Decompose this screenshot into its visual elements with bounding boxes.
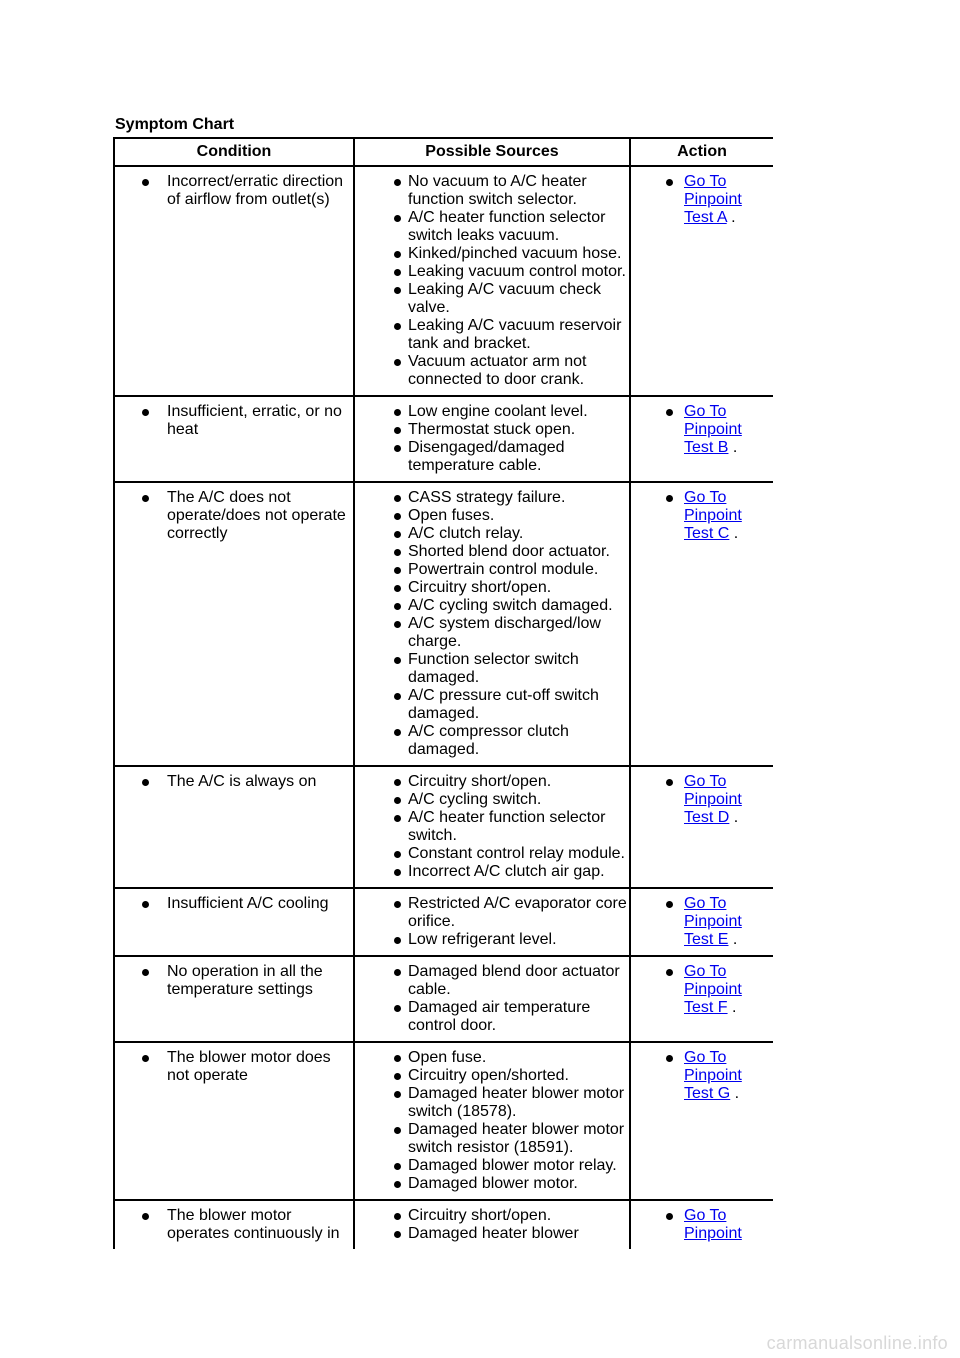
condition-text: Incorrect/erratic direction of airflow from outlet(s) bbox=[115, 173, 353, 209]
period: . bbox=[729, 809, 739, 826]
source-item: Kinked/pinched vacuum hose. bbox=[355, 245, 629, 263]
table-row bbox=[114, 1200, 773, 1249]
source-item: A/C system discharged/low charge. bbox=[355, 615, 629, 651]
source-item: A/C cycling switch damaged. bbox=[355, 597, 629, 615]
source-item: Function selector switch damaged. bbox=[355, 651, 629, 687]
possible-sources-cell bbox=[354, 482, 630, 766]
possible-sources-cell bbox=[354, 766, 630, 888]
source-item: Low engine coolant level. bbox=[355, 403, 629, 421]
possible-sources-cell bbox=[354, 1042, 630, 1200]
condition-text: The blower motor does not operate bbox=[115, 1049, 353, 1085]
possible-sources-cell bbox=[354, 1200, 630, 1249]
condition-cell bbox=[114, 166, 354, 396]
table-row bbox=[114, 166, 773, 396]
table-row bbox=[114, 888, 773, 956]
source-item: Constant control relay module. bbox=[355, 845, 629, 863]
action-item bbox=[631, 895, 773, 949]
source-item: Leaking A/C vacuum check valve. bbox=[355, 281, 629, 317]
action-item bbox=[631, 1049, 773, 1103]
source-item: A/C heater function selector switch leaks vacuum. bbox=[355, 209, 629, 245]
action-item bbox=[631, 1207, 773, 1243]
source-item: CASS strategy failure. bbox=[355, 489, 629, 507]
source-item: Incorrect A/C clutch air gap. bbox=[355, 863, 629, 881]
period: . bbox=[728, 439, 738, 456]
possible-sources-cell bbox=[354, 888, 630, 956]
pinpoint-test-link[interactable]: Go To Pinpoint Test B bbox=[684, 403, 742, 456]
table-row bbox=[114, 1042, 773, 1200]
source-item: No vacuum to A/C heater function switch selector. bbox=[355, 173, 629, 209]
symptom-table-frame bbox=[113, 137, 773, 1267]
source-item: Damaged air temperature control door. bbox=[355, 999, 629, 1035]
chart-title: Symptom Chart bbox=[115, 116, 235, 133]
source-item: Damaged heater blower motor switch resistor (18591). bbox=[355, 1121, 629, 1157]
action-cell bbox=[630, 1042, 773, 1200]
source-item: Low refrigerant level. bbox=[355, 931, 629, 949]
condition-cell bbox=[114, 1042, 354, 1200]
action-cell bbox=[630, 888, 773, 956]
condition-text: No operation in all the temperature settings bbox=[115, 963, 353, 999]
action-cell bbox=[630, 766, 773, 888]
source-item: Damaged heater blower motor switch (18578). bbox=[355, 1085, 629, 1121]
table-row bbox=[114, 482, 773, 766]
pinpoint-test-link[interactable]: Go To Pinpoint Test D bbox=[684, 773, 742, 826]
source-item: Damaged blower motor. bbox=[355, 1175, 629, 1193]
condition-cell bbox=[114, 766, 354, 888]
condition-text: The A/C does not operate/does not operate correctly bbox=[115, 489, 353, 543]
condition-cell bbox=[114, 482, 354, 766]
source-item: Damaged blend door actuator cable. bbox=[355, 963, 629, 999]
pinpoint-test-link[interactable]: Go To Pinpoint bbox=[684, 1207, 742, 1242]
source-item: A/C heater function selector switch. bbox=[355, 809, 629, 845]
source-item: A/C cycling switch. bbox=[355, 791, 629, 809]
header-possible-sources: Possible Sources bbox=[354, 138, 630, 166]
action-item bbox=[631, 773, 773, 827]
source-item: Disengaged/damaged temperature cable. bbox=[355, 439, 629, 475]
action-item bbox=[631, 173, 773, 227]
condition-cell bbox=[114, 956, 354, 1042]
action-item bbox=[631, 963, 773, 1017]
source-item: Shorted blend door actuator. bbox=[355, 543, 629, 561]
action-cell bbox=[630, 482, 773, 766]
action-cell bbox=[630, 956, 773, 1042]
possible-sources-cell bbox=[354, 956, 630, 1042]
condition-cell bbox=[114, 396, 354, 482]
possible-sources-cell bbox=[354, 396, 630, 482]
action-item bbox=[631, 489, 773, 543]
pinpoint-test-link[interactable]: Go To Pinpoint Test G bbox=[684, 1049, 742, 1102]
condition-text: The A/C is always on bbox=[115, 773, 353, 791]
source-item: Open fuse. bbox=[355, 1049, 629, 1067]
period: . bbox=[728, 931, 738, 948]
source-item: Powertrain control module. bbox=[355, 561, 629, 579]
source-item: Circuitry short/open. bbox=[355, 773, 629, 791]
table-header-row bbox=[114, 138, 773, 166]
period: . bbox=[730, 1085, 740, 1102]
watermark-footer: carmanualsonline.info bbox=[766, 1333, 948, 1353]
table-row bbox=[114, 956, 773, 1042]
source-item: Leaking A/C vacuum reservoir tank and bracket. bbox=[355, 317, 629, 353]
pinpoint-test-link[interactable]: Go To Pinpoint Test E bbox=[684, 895, 742, 948]
pinpoint-test-link[interactable]: Go To Pinpoint Test C bbox=[684, 489, 742, 542]
table-row bbox=[114, 766, 773, 888]
source-item: Circuitry short/open. bbox=[355, 579, 629, 597]
action-item bbox=[631, 403, 773, 457]
condition-text: Insufficient A/C cooling bbox=[115, 895, 353, 913]
action-cell bbox=[630, 1200, 773, 1249]
source-item: A/C clutch relay. bbox=[355, 525, 629, 543]
source-item: Circuitry short/open. bbox=[355, 1207, 629, 1225]
source-item: Damaged blower motor relay. bbox=[355, 1157, 629, 1175]
source-item: Damaged heater blower bbox=[355, 1225, 629, 1243]
period: . bbox=[726, 209, 736, 226]
condition-text: Insufficient, erratic, or no heat bbox=[115, 403, 353, 439]
source-item: Vacuum actuator arm not connected to door crank. bbox=[355, 353, 629, 389]
possible-sources-cell bbox=[354, 166, 630, 396]
pinpoint-test-link[interactable]: Go To Pinpoint Test F bbox=[684, 963, 742, 1016]
source-item: Open fuses. bbox=[355, 507, 629, 525]
header-action: Action bbox=[630, 138, 773, 166]
source-item: Thermostat stuck open. bbox=[355, 421, 629, 439]
condition-text: The blower motor operates continuously in bbox=[115, 1207, 353, 1243]
source-item: A/C pressure cut-off switch damaged. bbox=[355, 687, 629, 723]
pinpoint-test-link[interactable]: Go To Pinpoint Test A bbox=[684, 173, 742, 226]
period: . bbox=[729, 525, 739, 542]
source-item: Circuitry open/shorted. bbox=[355, 1067, 629, 1085]
table-body bbox=[114, 166, 773, 1249]
table-row bbox=[114, 396, 773, 482]
action-cell bbox=[630, 396, 773, 482]
source-item: Leaking vacuum control motor. bbox=[355, 263, 629, 281]
symptom-table bbox=[113, 137, 773, 1249]
header-condition: Condition bbox=[114, 138, 354, 166]
condition-cell bbox=[114, 1200, 354, 1249]
source-item: A/C compressor clutch damaged. bbox=[355, 723, 629, 759]
period: . bbox=[727, 999, 737, 1016]
action-cell bbox=[630, 166, 773, 396]
condition-cell bbox=[114, 888, 354, 956]
source-item: Restricted A/C evaporator core orifice. bbox=[355, 895, 629, 931]
